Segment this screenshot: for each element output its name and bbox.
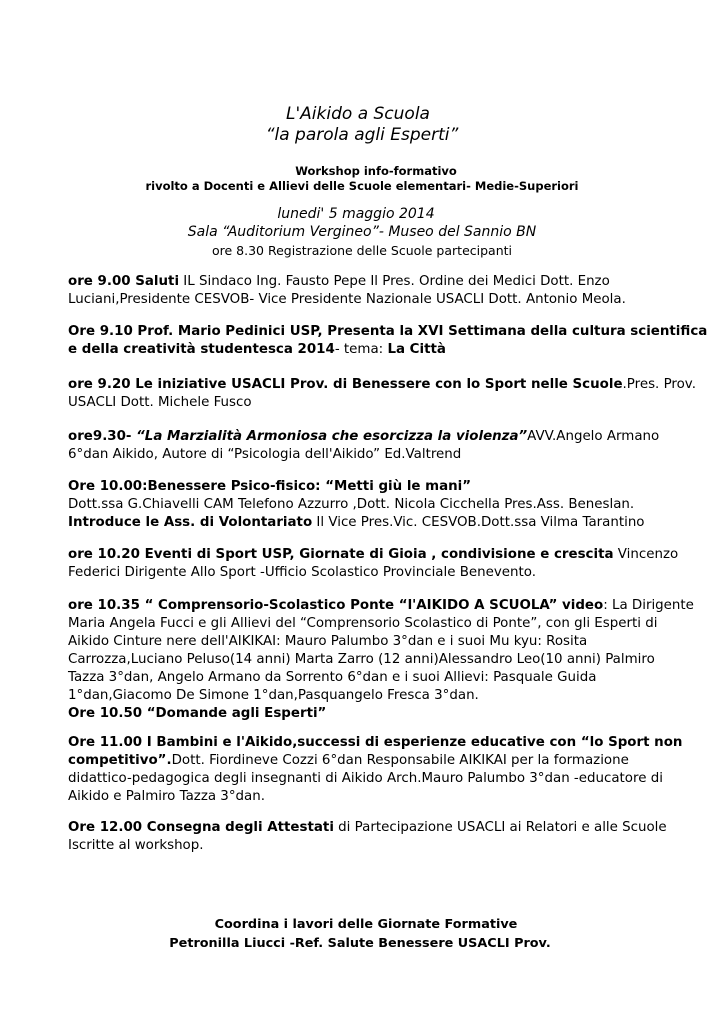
event-venue: Sala “Auditorium Vergineo”- Museo del Sannio BN [187, 224, 537, 240]
item-text: - tema: [334, 342, 388, 357]
item-text: Il Vice Pres.Vic. CESVOB.Dott.ssa Vilma Tarantino [312, 515, 645, 530]
item-text: Luciani,Presidente CESVOB- Vice Presidente Nazionale USACLI Dott. Antonio Meola. [68, 292, 626, 307]
item-text: di Partecipazione USACLI ai Relatori e alle Scuole [333, 820, 667, 835]
subtitle-line-2: rivolto a Docenti e Allievi delle Scuole elementari- Medie-Superiori [145, 179, 579, 193]
item-text: Carrozza,Luciano Peluso(14 anni) Marta Zarro (12 anni)Alessandro Leo(10 anni) Palmiro [68, 652, 655, 667]
item-heading: ore 10.35 “ Comprensorio-Scolastico Ponte “l'AIKIDO A SCUOLA” video [68, 598, 604, 613]
title-line-1: L'Aikido a Scuola [286, 104, 430, 124]
item-heading: ore 9.00 Saluti [68, 274, 180, 289]
item-heading: Introduce le Ass. di Volontariato [68, 515, 313, 530]
item-text: Iscritte al workshop. [68, 838, 204, 853]
event-date: lunedi' 5 maggio 2014 [277, 206, 435, 222]
item-heading: La Città [387, 342, 446, 357]
item-heading: ore 10.20 Eventi di Sport USP, Giornate di Gioia , condivisione e crescita [68, 547, 614, 562]
item-text: USACLI Dott. Michele Fusco [68, 395, 252, 410]
program-item-bambini [68, 734, 683, 806]
item-heading-italic: “La Marzialità Armoniosa che esorcizza la violenza” [136, 429, 528, 444]
program-item-marzialita [68, 428, 668, 464]
item-text: .Pres. Prov. [622, 377, 696, 392]
program-item-usacli [68, 376, 696, 412]
item-text: Tazza 3°dan, Angelo Armano da Sorrento 6°dan e i suoi Allievi: Pasquale Guida [68, 670, 597, 685]
title-line-2: “la parola agli Esperti” [265, 125, 459, 145]
program-item-benessere [68, 478, 668, 532]
item-heading: Ore 12.00 Consegna degli Attestati [68, 820, 334, 835]
item-text: Federici Dirigente Allo Sport -Ufficio Scolastico Provinciale Benevento. [68, 565, 536, 580]
item-text: Dott. Fiordineve Cozzi 6°dan Responsabile AIKIKAI per la formazione [171, 753, 629, 768]
item-heading: ore9.30- [68, 429, 137, 444]
footer-line-2: Petronilla Liucci -Ref. Salute Benessere USACLI Prov. [169, 936, 551, 951]
item-heading: ore 9.20 Le iniziative USACLI Prov. di Benessere con lo Sport nelle Scuole [68, 377, 623, 392]
item-heading: Ore 9.10 Prof. Mario Pedinici USP, Presenta la XVI Settimana della cultura scientifica [68, 324, 708, 339]
program-item-comprensorio [68, 597, 694, 723]
footer-line-1: Coordina i lavori delle Giornate Formative [214, 917, 518, 932]
item-text: IL Sindaco Ing. Fausto Pepe Il Pres. Ordine dei Medici Dott. Enzo [179, 274, 610, 289]
item-text: Maria Angela Fucci e gli Allievi del “Comprensorio Scolastico di Ponte”, con gli Esperti di [68, 616, 658, 631]
item-text: didattico-pedagogica degli insegnanti di Aikido Arch.Mauro Palumbo 3°dan -educatore di [68, 771, 663, 786]
item-heading: Ore 10.00:Benessere Psico-fisico: “Metti giù le mani” [68, 479, 472, 494]
program-item-saluti [68, 273, 668, 309]
item-text: Aikido Cinture nere dell'AIKIKAI: Mauro Palumbo 3°dan e i suoi Mu kyu: Rosita [68, 634, 588, 649]
program-item-eventi-sport [68, 546, 679, 582]
item-text: Vincenzo [613, 547, 679, 562]
subtitle-line-1: Workshop info-formativo [295, 164, 457, 178]
item-text: Dott.ssa G.Chiavelli CAM Telefono Azzurro ,Dott. Nicola Cicchella Pres.Ass. Beneslan. [68, 497, 635, 512]
item-heading: Ore 11.00 I Bambini e l'Aikido,successi di esperienze educative con “lo Sport non [68, 735, 683, 750]
item-text: Aikido e Palmiro Tazza 3°dan. [68, 789, 265, 804]
item-text: 1°dan,Giacomo De Simone 1°dan,Pasquangelo Fresca 3°dan. [68, 688, 479, 703]
item-heading: competitivo”. [68, 753, 172, 768]
item-heading: Ore 10.50 “Domande agli Esperti” [68, 706, 327, 721]
program-item-pedinici [68, 323, 708, 359]
item-text: 6°dan Aikido, Autore di “Psicologia dell'Aikido” Ed.Valtrend [68, 447, 462, 462]
item-heading: e della creatività studentesca 2014 [68, 342, 335, 357]
item-text: AVV.Angelo Armano [527, 429, 660, 444]
item-text: : La Dirigente [603, 598, 694, 613]
program-item-attestati [68, 819, 668, 855]
event-registration: ore 8.30 Registrazione delle Scuole partecipanti [212, 243, 512, 258]
